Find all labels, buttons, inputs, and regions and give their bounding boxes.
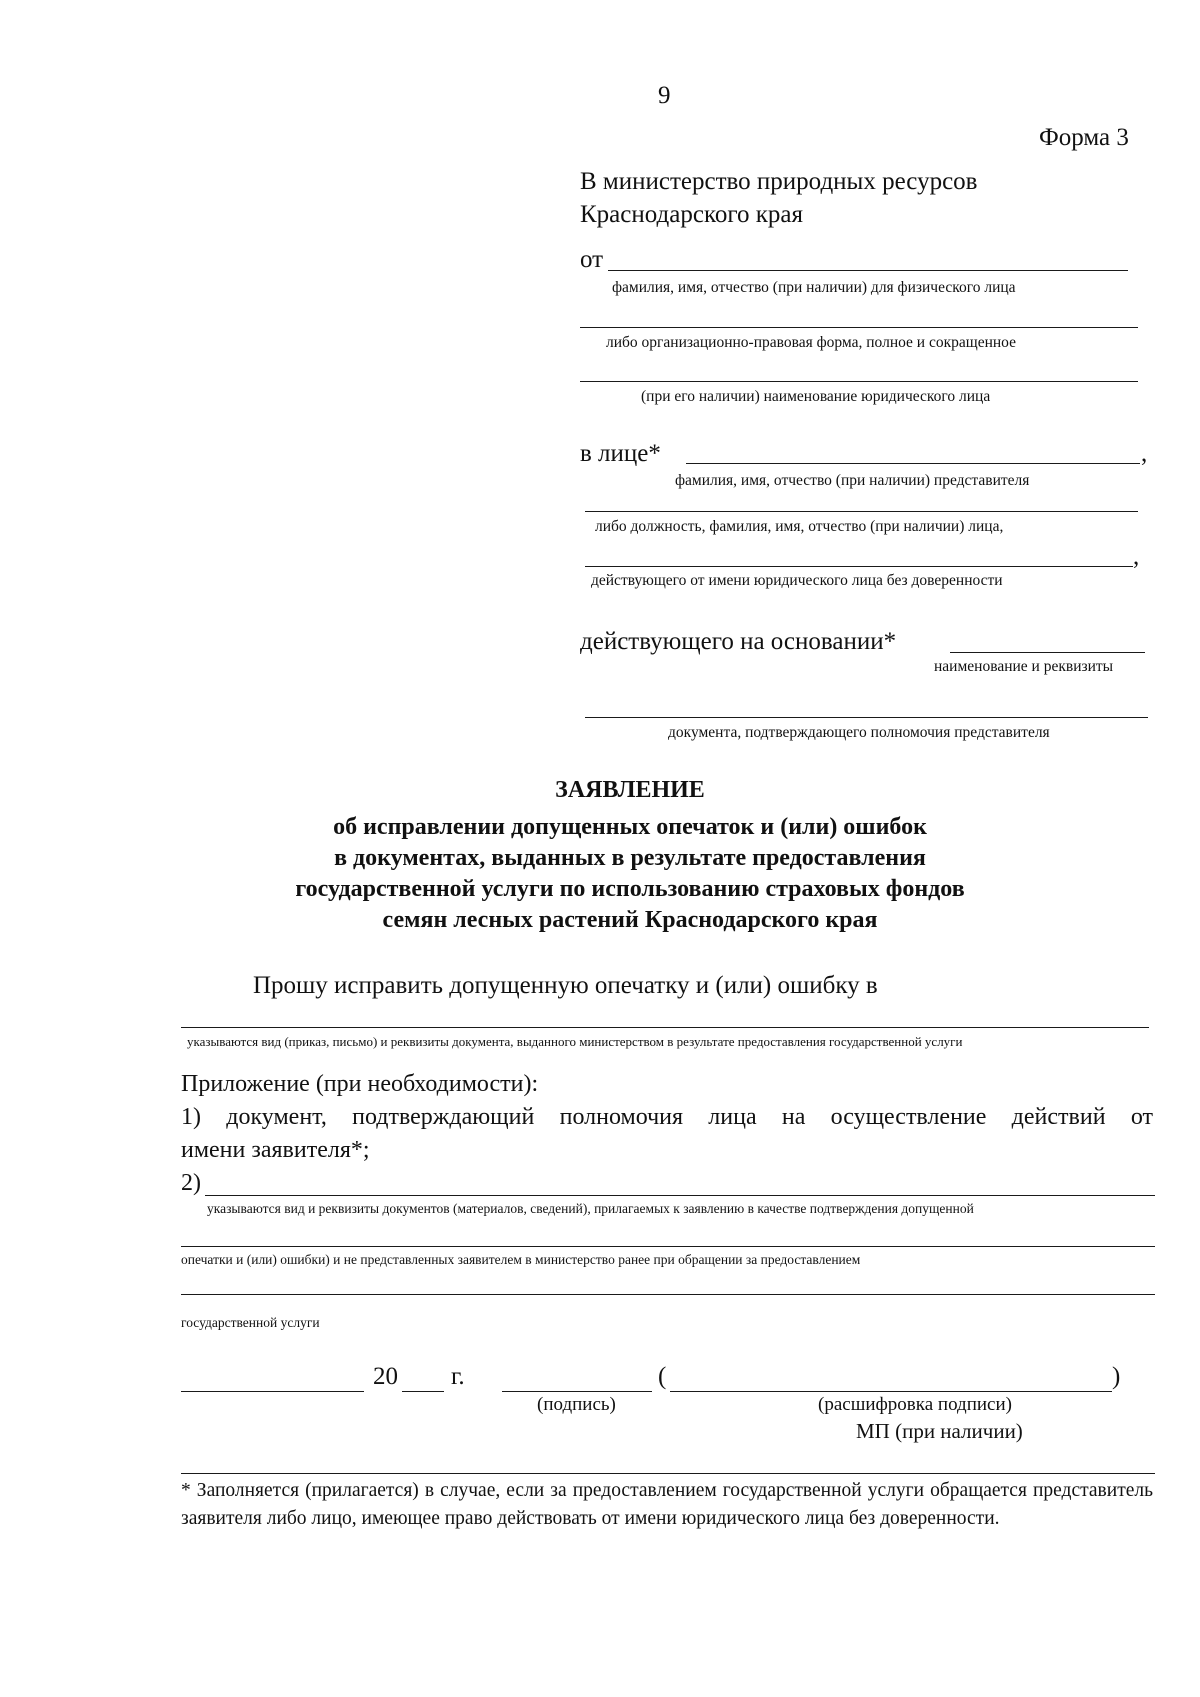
from-org-name-line bbox=[580, 381, 1138, 382]
basis-prefix: действующего на основании* bbox=[580, 628, 897, 655]
basis-hint-1: наименование и реквизиты bbox=[934, 658, 1114, 675]
from-org-line bbox=[580, 327, 1138, 328]
statement-title-line-1: об исправлении допущенных опечаток и (или) ошибок bbox=[333, 814, 927, 840]
basis-hint-2: документа, подтверждающего полномочия представителя bbox=[668, 724, 1050, 741]
request-text: Прошу исправить допущенную опечатку и (или) ошибку в bbox=[253, 972, 878, 999]
statement-heading: ЗАЯВЛЕНИЕ bbox=[555, 777, 705, 803]
attachments-hint-2: опечатки и (или) ошибки) и не представленных заявителем в министерство ранее при обращении за предоставлением bbox=[181, 1252, 861, 1267]
signature-label: (подпись) bbox=[537, 1394, 616, 1415]
representative-line bbox=[686, 463, 1140, 464]
request-document-line bbox=[181, 1027, 1149, 1028]
year-suffix: г. bbox=[451, 1363, 465, 1390]
year-prefix: 20 bbox=[373, 1363, 398, 1390]
request-hint: указываются вид (приказ, письмо) и реквизиты документа, выданного министерством в результате предоставления государственной услуги bbox=[187, 1034, 963, 1049]
date-line bbox=[181, 1391, 364, 1392]
attachments-line-3 bbox=[181, 1294, 1155, 1295]
basis-line bbox=[950, 652, 1145, 653]
attachments-hint-1: указываются вид и реквизиты документов (материалов, сведений), прилагаемых к заявлению в качестве подтверждения допущенной bbox=[207, 1201, 974, 1216]
attachment-item-1-line-1: 1) документ, подтверждающий полномочия лица на осуществление действий от bbox=[181, 1104, 1153, 1130]
signature-line bbox=[502, 1391, 652, 1392]
representative-hint-2: либо должность, фамилия, имя, отчество (при наличии) лица, bbox=[595, 518, 1004, 535]
representative-position-line bbox=[585, 511, 1138, 512]
decoding-label: (расшифровка подписи) bbox=[818, 1394, 1012, 1415]
representative-hint-3: действующего от имени юридического лица без доверенности bbox=[591, 572, 1003, 589]
basis-document-line bbox=[585, 717, 1148, 718]
form-label: Форма 3 bbox=[1039, 124, 1129, 151]
addressee-line-2: Краснодарского края bbox=[580, 201, 803, 228]
statement-title-line-4: семян лесных растений Краснодарского края bbox=[382, 907, 878, 933]
statement-title-line-3: государственной услуги по использованию страховых фондов bbox=[295, 876, 965, 902]
from-prefix: от bbox=[580, 246, 604, 273]
stamp-label: МП (при наличии) bbox=[856, 1419, 1023, 1443]
attachment-item-2-prefix: 2) bbox=[181, 1170, 201, 1196]
from-name-line bbox=[608, 270, 1128, 271]
attachments-line-2 bbox=[181, 1246, 1155, 1247]
attachments-hint-3: государственной услуги bbox=[181, 1315, 320, 1330]
statement-title-line-2: в документах, выданных в результате предоставления bbox=[334, 845, 926, 871]
from-hint-3: (при его наличии) наименование юридического лица bbox=[641, 388, 991, 405]
open-paren: ( bbox=[658, 1363, 667, 1390]
representative-name-line bbox=[585, 566, 1133, 567]
year-line bbox=[402, 1391, 444, 1392]
attachment-item-2-line bbox=[205, 1195, 1155, 1196]
footnote-separator bbox=[181, 1473, 1155, 1474]
representative-hint-1: фамилия, имя, отчество (при наличии) представителя bbox=[675, 472, 1030, 489]
representative-comma: , bbox=[1141, 440, 1148, 467]
addressee-line-1: В министерство природных ресурсов bbox=[580, 168, 978, 195]
decoding-line bbox=[670, 1391, 1112, 1392]
representative-comma-2: , bbox=[1133, 543, 1140, 570]
from-hint-2: либо организационно-правовая форма, полное и сокращенное bbox=[606, 334, 1016, 351]
close-paren: ) bbox=[1112, 1363, 1121, 1390]
attachments-heading: Приложение (при необходимости): bbox=[181, 1071, 539, 1097]
representative-prefix: в лице* bbox=[580, 440, 661, 467]
from-hint-1: фамилия, имя, отчество (при наличии) для физического лица bbox=[612, 279, 1016, 296]
attachment-item-1-line-2: имени заявителя*; bbox=[181, 1137, 370, 1163]
statement-title bbox=[200, 775, 1060, 936]
page-number: 9 bbox=[658, 82, 671, 109]
footnote: * Заполняется (прилагается) в случае, если за предоставлением государственной услуги обращается представитель заявителя либо лицо, имеющее право действовать от имени юридического лица без доверенности. bbox=[181, 1480, 1153, 1529]
